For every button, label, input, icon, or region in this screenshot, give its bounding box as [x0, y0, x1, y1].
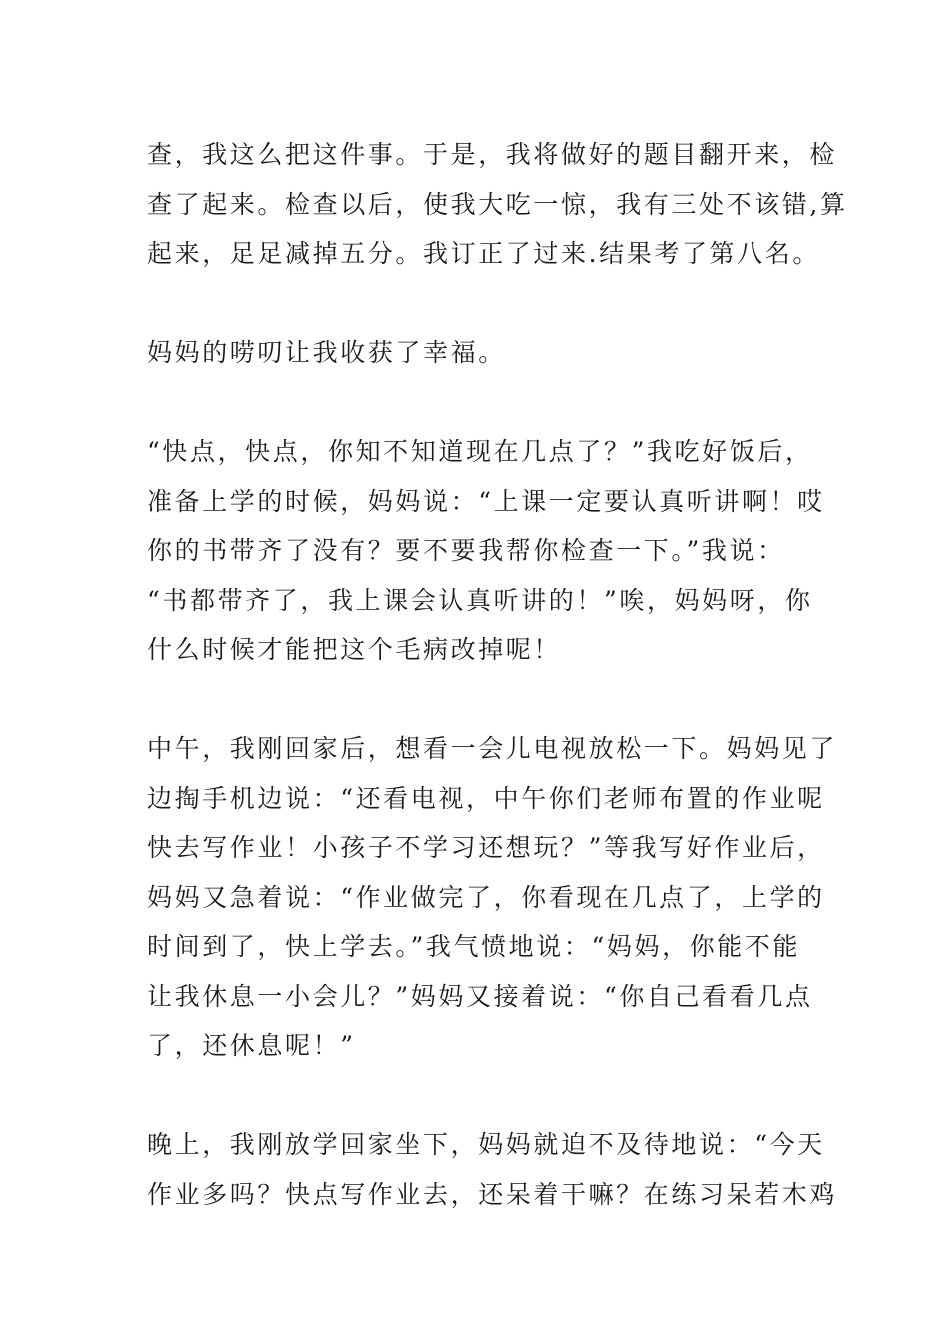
paragraph-spacer: [147, 378, 807, 428]
text-line: 什么时候才能把这个毛病改掉呢！: [147, 635, 562, 664]
text-line: 快去写作业！小孩子不学习还想玩？”等我写好作业后，: [147, 833, 825, 862]
text-line: 查了起来。检查以后，使我大吃一惊，我有三处不该错,算: [147, 189, 848, 219]
document-body: [147, 130, 848, 1219]
paragraph-checking-exam: [147, 130, 848, 279]
paragraph-evening: [147, 1120, 838, 1219]
text-line: 妈妈的唠叨让我收获了幸福。: [147, 338, 506, 367]
text-line: 起来，足足减掉五分。我订正了过来.结果考了第八名。: [147, 239, 820, 268]
text-line: 时间到了，快上学去。”我气愤地说：“妈妈，你能不能: [147, 932, 801, 961]
text-line: 中午，我刚回家后，想看一会儿电视放松一下。妈妈见了: [147, 734, 838, 763]
text-line: “快点，快点，你知不知道现在几点了？”我吃好饭后，: [147, 437, 813, 466]
paragraph-noon: [147, 724, 838, 1071]
text-line: 妈妈又急着说：“作业做完了，你看现在几点了，上学的: [147, 882, 825, 912]
paragraph-morning: [147, 427, 825, 675]
text-line: 让我休息一小会儿？”妈妈又接着说：“你自己看看几点: [147, 981, 813, 1011]
text-line: 边掏手机边说：“还看电视，中午你们老师布置的作业呢: [147, 783, 825, 813]
paragraph-nagging-happiness: [147, 328, 807, 378]
text-line: 晚上，我刚放学回家坐下，妈妈就迫不及待地说：“今天: [147, 1130, 825, 1159]
text-line: 你的书带齐了没有？要不要我帮你检查一下。”我说：: [147, 536, 785, 565]
paragraph-spacer: [147, 1071, 807, 1121]
text-line: 作业多吗？快点写作业去，还呆着干嘛？在练习呆若木鸡: [147, 1179, 838, 1209]
paragraph-spacer: [147, 675, 807, 725]
text-line: 了，还休息呢！”: [147, 1031, 356, 1060]
paragraph-spacer: [147, 279, 807, 329]
text-line: 查，我这么把这件事。于是，我将做好的题目翻开来，检: [147, 140, 838, 169]
text-line: 准备上学的时候，妈妈说：“上课一定要认真听讲啊！哎: [147, 486, 825, 516]
text-line: “书都带齐了，我上课会认真听讲的！”唉，妈妈呀，你: [147, 585, 813, 615]
